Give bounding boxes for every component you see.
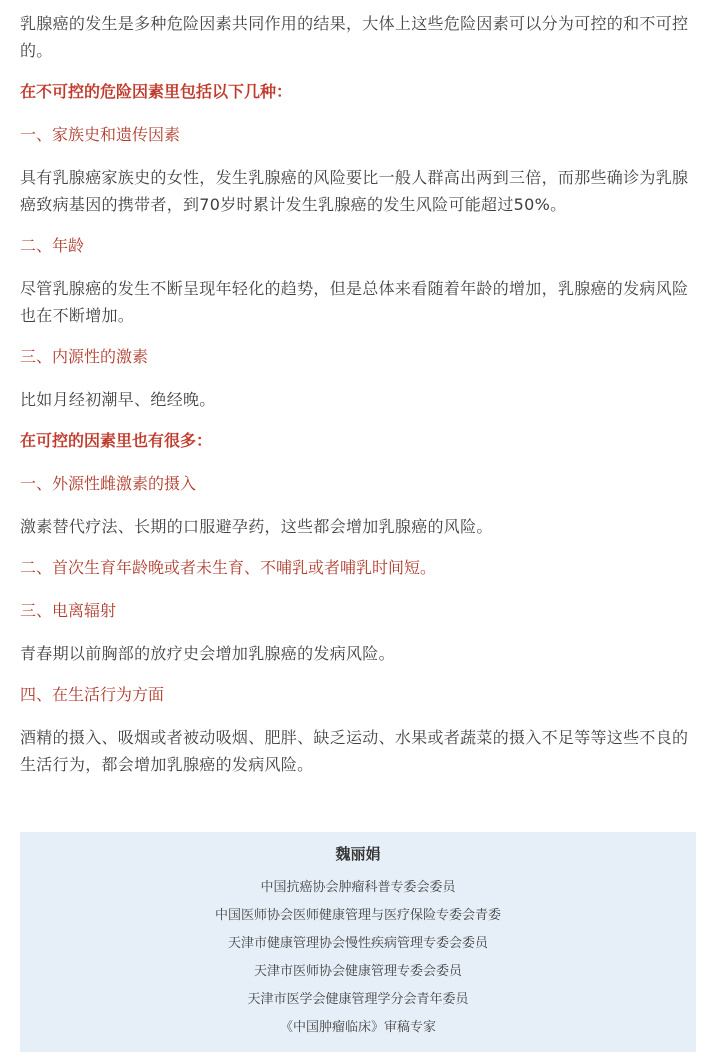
controllable-item-text: 酒精的摄入、吸烟或者被动吸烟、肥胖、缺乏运动、水果或者蔬菜的摄入不足等等这些不良的生活行为，都会增加乳腺癌的发病风险。: [20, 728, 689, 774]
controllable-item-text: 激素替代疗法、长期的口服避孕药，这些都会增加乳腺癌的风险。: [20, 517, 493, 536]
controllable-item-heading: 三、电离辐射: [20, 601, 117, 620]
controllable-section-title: 在可控的因素里也有很多：: [20, 431, 213, 450]
intro-paragraph: 乳腺癌的发生是多种危险因素共同作用的结果，大体上这些危险因素可以分为可控的和不可控的。: [20, 14, 689, 60]
author-title: 天津市健康管理协会慢性疾病管理专委会委员: [227, 936, 488, 951]
controllable-item-heading: 四、在生活行为方面: [20, 685, 165, 704]
author-title: 中国抗癌协会肿瘤科普专委会委员: [260, 880, 456, 895]
spacer: [0, 792, 716, 832]
author-title: 天津市医学会健康管理学分会青年委员: [247, 992, 469, 1007]
controllable-item-heading: 二、首次生育年龄晚或者未生育、不哺乳或者哺乳时间短。: [20, 558, 437, 577]
uncontrollable-item-text: 尽管乳腺癌的发生不断呈现年轻化的趋势，但是总体来看随着年龄的增加，乳腺癌的发病风险也在不断增加。: [20, 279, 689, 325]
author-title: 天津市医师协会健康管理专委会委员: [253, 964, 462, 979]
controllable-item-heading: 一、外源性雌激素的摄入: [20, 474, 197, 493]
uncontrollable-item-text: 比如月经初潮早、绝经晚。: [20, 390, 216, 409]
author-name: 魏丽娟: [335, 845, 381, 863]
uncontrollable-item-heading: 三、内源性的激素: [20, 347, 149, 366]
uncontrollable-item-heading: 一、家族史和遗传因素: [20, 125, 181, 144]
uncontrollable-item-heading: 二、年龄: [20, 236, 85, 255]
uncontrollable-section-title: 在不可控的危险因素里包括以下几种：: [20, 82, 293, 101]
author-card: [20, 832, 696, 1052]
author-title: 中国医师协会医师健康管理与医疗保险专委会青委: [214, 908, 501, 923]
uncontrollable-item-text: 具有乳腺癌家族史的女性，发生乳腺癌的风险要比一般人群高出两到三倍，而那些确诊为乳腺癌致病基因的携带者，到70岁时累计发生乳腺癌的发生风险可能超过50%。: [20, 168, 689, 214]
author-title: 《中国肿瘤临床》审稿专家: [279, 1020, 436, 1035]
controllable-item-text: 青春期以前胸部的放疗史会增加乳腺癌的发病风险。: [20, 644, 395, 663]
